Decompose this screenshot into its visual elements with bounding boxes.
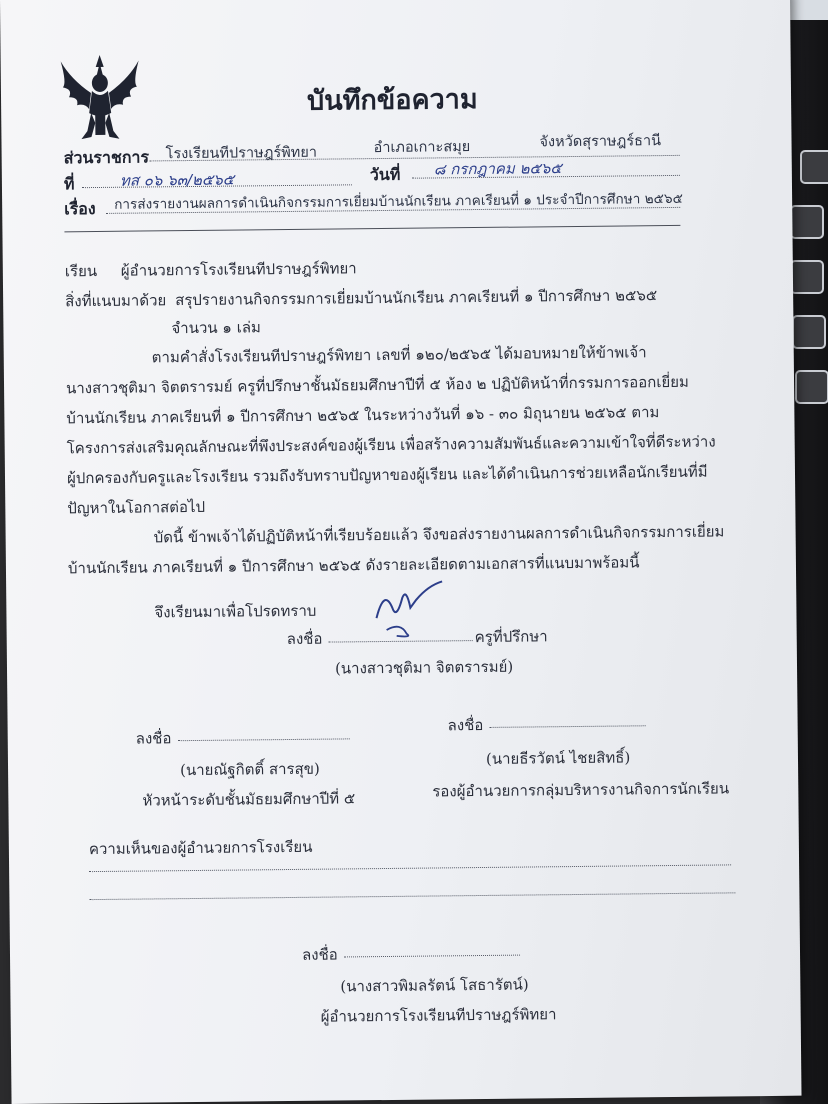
side-object-icon bbox=[792, 315, 826, 349]
date-value: ๘ กรกฎาคม ๒๕๖๕ bbox=[433, 159, 562, 179]
side-object-icon bbox=[790, 205, 824, 239]
garuda-emblem-icon bbox=[57, 53, 144, 144]
deputy-role: รองผู้อำนวยการกลุ่มบริหารงานกิจการนักเรียน bbox=[432, 779, 730, 801]
teacher-sign-line bbox=[329, 640, 473, 643]
paragraph1-line: โครงการส่งเสริมคุณลักษณะที่พึงประสงค์ของผู้เรียน เพื่อสร้างความสัมพันธ์และความเข้าใจที่ดีระหว่าง bbox=[66, 432, 716, 458]
paragraph1-line: นางสาวชุติมา จิตตรารมย์ ครูที่ปรึกษาชั้นมัธยมศึกษาปีที่ ๕ ห้อง ๒ ปฏิบัติหน้าที่กรรมการออกเยี่ยม bbox=[65, 372, 689, 398]
head-name: (นายณัฐกิตติ์ สารสุข) bbox=[179, 759, 320, 780]
salutation-label: เรียน bbox=[64, 261, 98, 281]
deputy-sign-line bbox=[490, 725, 646, 728]
head-sign-label: ลงชื่อ bbox=[135, 729, 172, 748]
ref-value: ทส ๐๖ ๖๓/๒๕๖๕ bbox=[119, 170, 235, 190]
agency-province: จังหวัดสุราษฎร์ธานี bbox=[539, 133, 662, 151]
opinion-line bbox=[89, 892, 735, 900]
side-object-icon bbox=[795, 370, 828, 404]
director-role: ผู้อำนวยการโรงเรียนทีปราษฎร์พิทยา bbox=[320, 1005, 557, 1026]
side-object-icon bbox=[800, 150, 828, 184]
paragraph1-line: ปัญหาในโอกาสต่อไป bbox=[67, 497, 206, 518]
agency-label: ส่วนราชการ bbox=[63, 147, 150, 168]
paragraph1-line: ตามคำสั่งโรงเรียนทีปราษฎร์พิทยา เลขที่ ๑๒๐/๒๕๖๕ ได้มอบหมายให้ข้าพเจ้า bbox=[151, 343, 647, 367]
opinion-line bbox=[89, 864, 731, 872]
handwritten-signature bbox=[366, 577, 447, 638]
closing-text: จึงเรียนมาเพื่อโปรดทราบ bbox=[154, 601, 317, 622]
paragraph2-line: บัดนี้ ข้าพเจ้าได้ปฏิบัติหน้าที่เรียบร้อยแล้ว จึงขอส่งรายงานผลการดำเนินกิจกรรมการเยี่ยม bbox=[153, 522, 725, 547]
teacher-role: ครูที่ปรึกษา bbox=[474, 627, 548, 647]
paragraph1-line: บ้านนักเรียน ภาคเรียนที่ ๑ ปีการศึกษา ๒๕๖๕ ในระหว่างวันที่ ๑๖ - ๓๐ มิถุนายน ๒๕๖๕ ตาม bbox=[66, 403, 660, 428]
memo-title: บันทึกข้อความ bbox=[306, 84, 478, 117]
attachment-label: สิ่งที่แนบมาด้วย bbox=[65, 291, 167, 311]
paragraph1-line: ผู้ปกครองกับครูและโรงเรียน รวมถึงรับทราบปัญหาของผู้เรียน และได้ดำเนินการช่วยเหลือนักเรียนที่มี bbox=[66, 462, 708, 488]
attachment-value: สรุปรายงานกิจกรรมการเยี่ยมบ้านนักเรียน ภาคเรียนที่ ๑ ปีการศึกษา ๒๕๖๕ bbox=[175, 286, 658, 310]
director-name: (นางสาวพิมลรัตน์ โสธารัตน์) bbox=[340, 975, 529, 996]
head-sign-line bbox=[178, 738, 350, 741]
teacher-sign-label: ลงชื่อ bbox=[286, 629, 323, 649]
subject-value: การส่งรายงานผลการดำเนินกิจกรรมการเยี่ยมบ้านนักเรียน ภาคเรียนที่ ๑ ประจำปีการศึกษา ๒๕๖๕ bbox=[114, 190, 683, 213]
side-object-icon bbox=[790, 260, 824, 294]
header-rule bbox=[64, 225, 680, 232]
director-sign-label: ลงชื่อ bbox=[301, 945, 338, 964]
attachment-count: จำนวน ๑ เล่ม bbox=[171, 318, 261, 338]
paragraph2-line: บ้านนักเรียน ภาคเรียนที่ ๑ ปีการศึกษา ๒๕๖๕ ดังรายละเอียดตามเอกสารที่แนบมาพร้อมนี้ bbox=[67, 553, 640, 578]
agency-school: โรงเรียนทีปราษฎร์พิทยา bbox=[165, 144, 318, 163]
deputy-name: (นายธีรวัตน์ ไชยสิทธิ์) bbox=[485, 748, 631, 768]
agency-district: อำเภอเกาะสมุย bbox=[373, 139, 471, 157]
ref-label: ที่ bbox=[63, 174, 75, 194]
teacher-name: (นางสาวชุติมา จิตตรารมย์) bbox=[334, 657, 514, 678]
deputy-sign-label: ลงชื่อ bbox=[447, 715, 484, 735]
opinion-label: ความเห็นของผู้อำนวยการโรงเรียน bbox=[88, 837, 313, 859]
date-label: วันที่ bbox=[369, 164, 401, 185]
director-sign-line bbox=[344, 955, 520, 958]
head-role: หัวหน้าระดับชั้นมัธยมศึกษาปีที่ ๕ bbox=[142, 789, 356, 810]
salutation-value: ผู้อำนวยการโรงเรียนทีปราษฎร์พิทยา bbox=[120, 259, 357, 280]
subject-label: เรื่อง bbox=[64, 199, 96, 219]
